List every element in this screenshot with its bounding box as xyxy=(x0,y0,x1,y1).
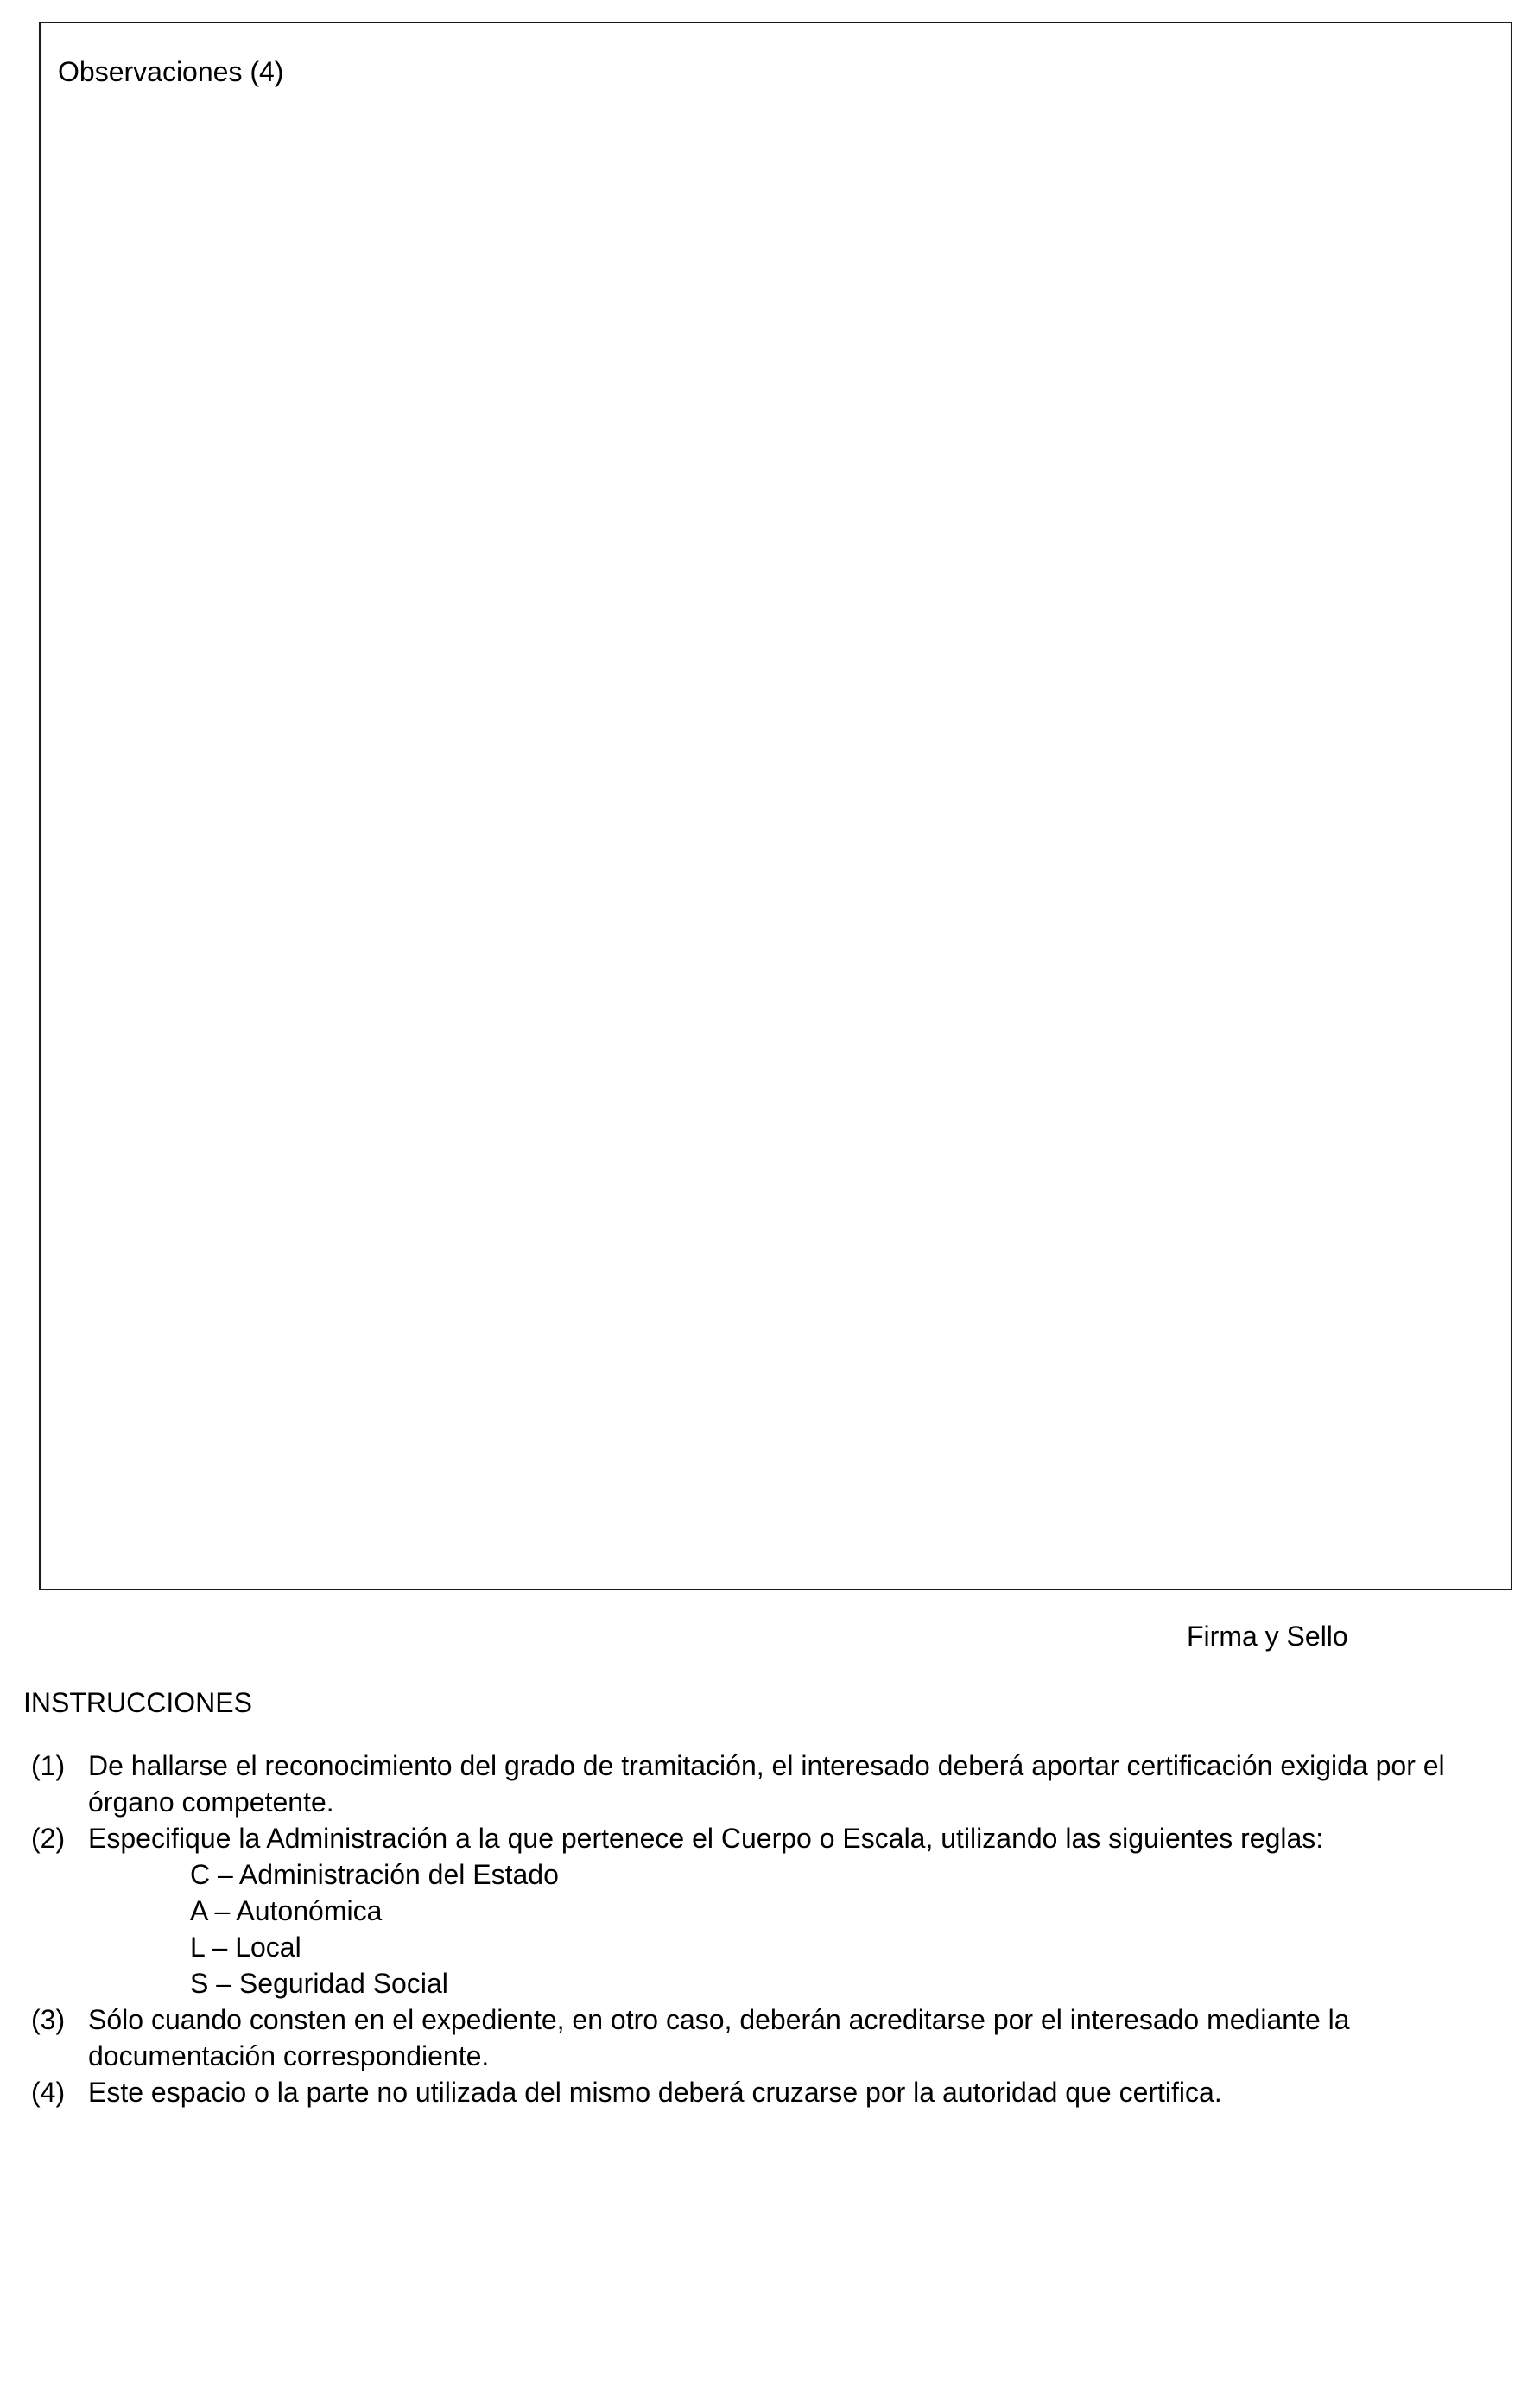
rule-autonomic: A – Autonómica xyxy=(190,1895,383,1926)
observations-label: Observaciones (4) xyxy=(58,56,284,87)
instruction-text xyxy=(88,2074,1499,2110)
instruction-number: (1) xyxy=(31,1750,66,1781)
signature-label: Firma y Sello xyxy=(1187,1621,1348,1652)
instruction-line: De hallarse el reconocimiento del grado de tramitación, el interesado deberá aportar certificación exigida por el xyxy=(88,1750,1445,1781)
instruction-line: órgano competente. xyxy=(88,1786,334,1818)
instructions-list xyxy=(31,1748,1499,2110)
instruction-text xyxy=(88,1748,1499,1820)
observations-box xyxy=(39,22,1512,1590)
instruction-line: Especifique la Administración a la que pertenece el Cuerpo o Escala, utilizando las siguientes reglas: xyxy=(88,1823,1324,1854)
administration-rules-list xyxy=(88,1856,1499,2002)
rule-state: C – Administración del Estado xyxy=(190,1859,559,1890)
instruction-text xyxy=(88,2002,1499,2074)
instruction-line: Sólo cuando consten en el expediente, en otro caso, deberán acreditarse por el interesado mediante la xyxy=(88,2004,1350,2035)
instruction-item-4 xyxy=(31,2074,1499,2110)
instruction-number: (4) xyxy=(31,2077,66,2108)
instruction-text xyxy=(88,1820,1499,2002)
instruction-item-3 xyxy=(31,2002,1499,2074)
rule-local: L – Local xyxy=(190,1932,301,1963)
rule-social-security: S – Seguridad Social xyxy=(190,1968,448,1999)
instruction-line: Este espacio o la parte no utilizada del mismo deberá cruzarse por la autoridad que certifica. xyxy=(88,2077,1222,2108)
instructions-title: INSTRUCCIONES xyxy=(23,1687,252,1718)
instruction-line: documentación correspondiente. xyxy=(88,2040,490,2071)
instruction-number: (2) xyxy=(31,1823,66,1854)
instruction-item-1 xyxy=(31,1748,1499,1820)
instruction-item-2 xyxy=(31,1820,1499,2002)
instruction-number: (3) xyxy=(31,2004,66,2035)
